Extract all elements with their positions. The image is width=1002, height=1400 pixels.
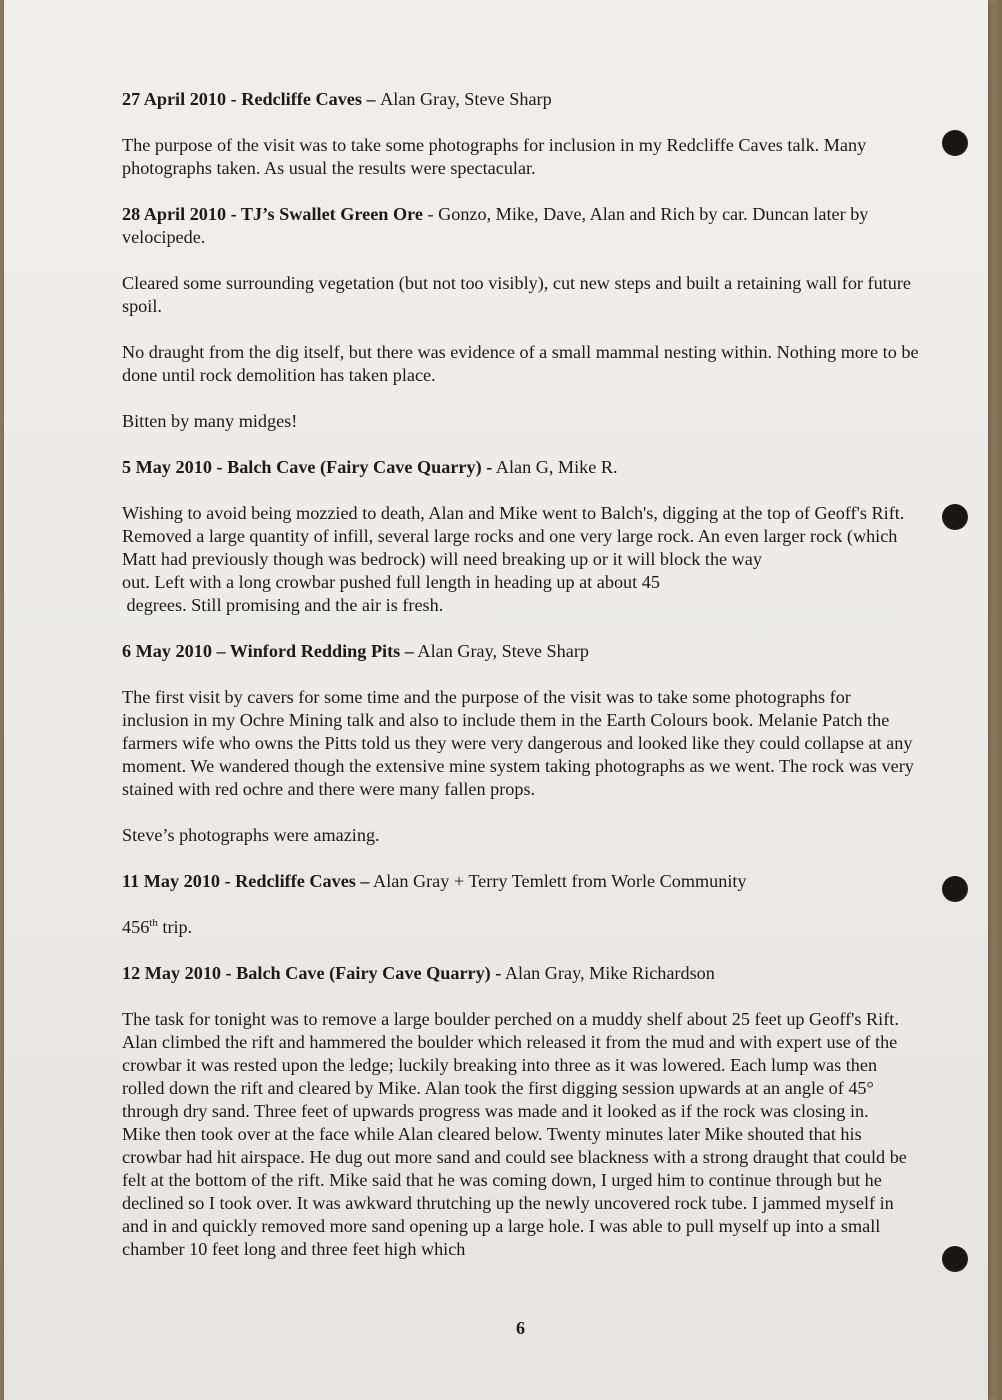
entry-people: Alan Gray, Mike Richardson: [501, 963, 715, 983]
log-entry: [122, 962, 922, 1261]
log-entry: [122, 640, 922, 847]
entry-heading: [122, 962, 922, 985]
entry-people: - Gonzo, Mike, Dave, Alan and Rich by car. Duncan later by velocipede.: [122, 204, 869, 247]
entry-paragraph: Cleared some surrounding vegetation (but not too visibly), cut new steps and built a retaining wall for future spoil.: [122, 273, 911, 316]
entry-people: Alan Gray + Terry Temlett from Worle Community: [369, 871, 747, 891]
log-entry: [122, 88, 922, 180]
log-body: [122, 88, 922, 1261]
entry-paragraph: Steve’s photographs were amazing.: [122, 825, 380, 845]
entry-paragraph: The task for tonight was to remove a large boulder perched on a muddy shelf about 25 feet up Geoff's Rift. Alan climbed the rift and hammered the boulder which released it from the mud and with expert use of the crowbar it was rested upon the ledge; luckily breaking into three as it was lowered. Each lump was then rolled down the rift and cleared by Mike. Alan took the first digging session upwards at an angle of 45° through dry sand. Three feet of upwards progress was made and it looked as if the rock was closing in.: [122, 1009, 899, 1121]
entry-paragraph: The first visit by cavers for some time and the purpose of the visit was to take some photographs for inclusion in my Ochre Mining talk and also to include them in the Earth Colours book. Melanie Patch the farmers wife who owns the Pitts told us they were very dangerous and looked like they could collapse at any moment. We wandered though the extensive mine system taking photographs as we went. The rock was very stained with red ochre and there were many fallen props.: [122, 687, 914, 799]
entry-people: Alan G, Mike R.: [492, 457, 618, 477]
page-number: 6: [516, 1318, 525, 1338]
entry-paragraph: Wishing to avoid being mozzied to death, Alan and Mike went to Balch's, digging at the top of Geoff's Rift. Removed a large quantity of infill, several large rocks and one very large rock. An even larger rock (which Matt had previously though was bedrock) will need breaking up or it will block the way: [122, 503, 905, 569]
entry-people: Alan Gray, Steve Sharp: [413, 641, 589, 661]
entry-date: 6 May 2010 –: [122, 641, 230, 661]
entry-date: 28 April 2010 -: [122, 204, 241, 224]
trip-count-number: 456: [122, 917, 150, 937]
log-entry: [122, 203, 922, 433]
entry-paragraph: out. Left with a long crowbar pushed full length in heading up at about 45: [122, 572, 660, 592]
entry-place: Balch Cave (Fairy Cave Quarry) -: [227, 457, 493, 477]
entry-date: 27 April 2010 -: [122, 89, 242, 109]
entry-place: TJ’s Swallet Green Ore: [240, 204, 423, 224]
entry-place: Balch Cave (Fairy Cave Quarry) -: [236, 963, 502, 983]
entry-paragraph: degrees. Still promising and the air is fresh.: [122, 595, 444, 615]
entry-paragraph: The purpose of the visit was to take some photographs for inclusion in my Redcliffe Caves talk. Many photographs taken. As usual the results were spectacular.: [122, 135, 867, 178]
entry-heading: [122, 203, 922, 249]
entry-date: 11 May 2010 -: [122, 871, 236, 891]
document-page: [4, 0, 988, 1400]
entry-place: Winford Redding Pits –: [229, 641, 414, 661]
trip-count: [122, 916, 922, 939]
trip-count-text: trip.: [157, 917, 193, 937]
entry-paragraph: Bitten by many midges!: [122, 411, 298, 431]
entry-paragraph: Mike then took over at the face while Alan cleared below. Twenty minutes later Mike shouted that his crowbar had hit airspace. He dug out more sand and could see blackness with a strong draught that could be felt at the bottom of the rift. Mike said that he was coming down, I urged him to continue through but he declined so I took over. It was awkward thrutching up the newly uncovered rock tube. I jammed myself in and in and quickly removed more sand opening up a large hole. I was able to pull myself up into a small chamber 10 feet long and three feet high which: [122, 1124, 907, 1259]
entry-date: 12 May 2010 -: [122, 963, 237, 983]
entry-heading: [122, 640, 922, 663]
entry-people: Alan Gray, Steve Sharp: [380, 89, 552, 109]
entry-heading: [122, 456, 922, 479]
punch-hole: [942, 876, 968, 902]
log-entry: [122, 456, 922, 617]
entry-paragraph: No draught from the dig itself, but there was evidence of a small mammal nesting within. Nothing more to be done until rock demolition has taken place.: [122, 342, 919, 385]
entry-date: 5 May 2010 -: [122, 457, 228, 477]
punch-hole: [942, 504, 968, 530]
punch-hole: [942, 1246, 968, 1272]
entry-place: Redcliffe Caves –: [235, 871, 370, 891]
punch-hole: [942, 130, 968, 156]
entry-heading: [122, 88, 922, 111]
log-entry: [122, 870, 922, 939]
entry-place: Redcliffe Caves –: [241, 89, 381, 109]
entry-heading: [122, 870, 922, 893]
trip-count-suffix: th: [149, 916, 158, 929]
